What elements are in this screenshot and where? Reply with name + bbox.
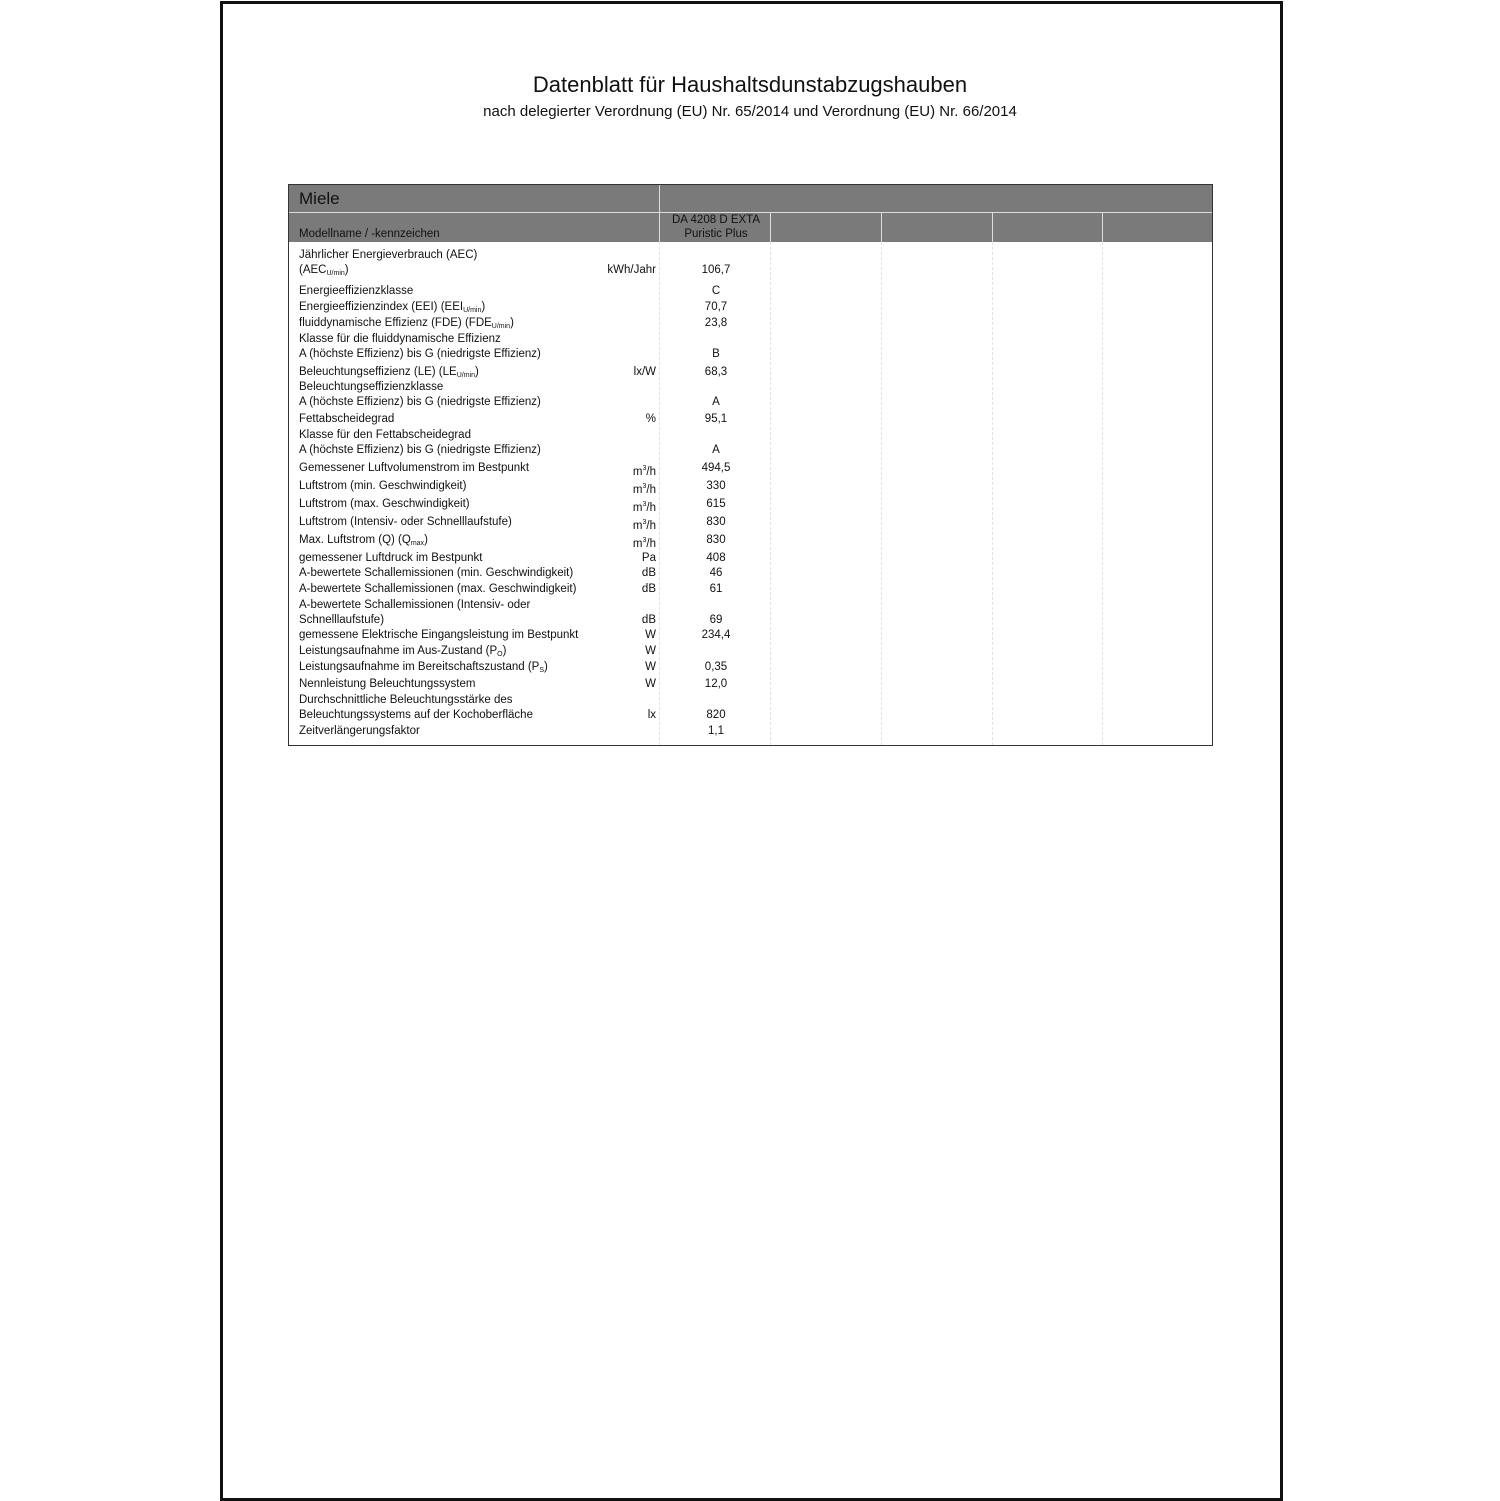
row-label-line1: Beleuchtungseffizienzklasse [299,381,444,393]
row-label-line1: Klasse für die fluiddynamische Effizienz [299,333,501,345]
row-value: 830 [706,534,726,546]
row-value: 0,35 [704,661,728,673]
row-label [299,693,619,723]
row-value: 820 [706,709,726,721]
row-value: B [712,348,720,360]
unit-superscript: 3 [642,483,647,490]
label-subscript: S [539,667,545,674]
row-label-line1: Klasse für den Fettabscheidegrad [299,429,471,441]
model-name-line2: Puristic Plus [684,228,748,240]
row-label-line2 [299,263,619,281]
label-text: ) [424,534,428,546]
unit-superscript: 3 [642,519,647,526]
brand-header-row [289,185,1212,213]
unit-text: m [632,520,643,532]
spec-rows [289,242,1212,745]
row-value: 69 [709,614,723,626]
row-value: 61 [709,583,723,595]
empty-column-cell [881,213,882,242]
row-unit: dB [641,567,656,579]
row-value: C [711,285,721,297]
empty-column-cell [1102,213,1103,242]
model-label: Modellname / -kennzeichen [299,228,440,240]
row-label: Luftstrom (max. Geschwindigkeit) [299,498,470,510]
unit-text: /h [646,484,656,496]
column-divider [992,242,993,745]
label-text: Leistungsaufnahme im Bereitschaftszustand (P [299,661,540,673]
row-value: 494,5 [701,462,731,474]
row-label [299,660,619,678]
row-label: A-bewertete Schallemissionen (max. Geschwindigkeit) [299,583,577,595]
label-text: ) [474,366,479,378]
row-value: 95,1 [704,413,728,425]
row-label-line2: A (höchste Effizienz) bis G (niedrigste Effizienz) [299,444,541,456]
row-label: Luftstrom (min. Geschwindigkeit) [299,480,467,492]
row-unit [633,497,656,516]
row-unit: W [645,629,656,641]
row-value: 46 [709,567,723,579]
label-text: ) [544,661,548,673]
row-label: Energieeffizienzklasse [299,285,414,297]
row-value: 106,7 [701,264,731,276]
model-name-line1: DA 4208 D EXTA [672,214,760,226]
label-subscript: U/min [491,323,511,330]
row-value: A [712,396,720,408]
datasheet-table [288,184,1213,746]
row-unit: lx [647,709,656,721]
row-label: gemessener Luftdruck im Bestpunkt [299,552,483,564]
row-value: A [712,444,720,456]
label-subscript: U/min [463,307,482,314]
label-text: Energieeffizienzindex (EEI) (EEI [299,301,464,313]
column-divider [659,242,660,745]
unit-text: /h [646,538,656,550]
unit-superscript: 3 [642,465,647,472]
model-name [661,213,771,241]
unit-text: m [632,484,643,496]
row-label-line2: Schnelllaufstufe) [299,614,385,626]
row-label: gemessene Elektrische Eingangsleistung im Bestpunkt [299,629,579,641]
row-label-line1: Jährlicher Energieverbrauch (AEC) [299,249,478,261]
label-subscript: O [497,651,503,658]
row-label [299,428,619,458]
row-value: 830 [706,516,726,528]
unit-text: m [632,502,643,514]
column-divider [1102,242,1103,745]
row-label [299,598,619,628]
row-value: 70,7 [704,301,728,313]
row-unit: W [645,645,656,657]
row-label [299,248,619,281]
label-text: ) [481,301,486,313]
row-value: 408 [706,552,726,564]
label-text: fluiddynamische Effizienz (FDE) (FDE [299,317,492,329]
unit-text: /h [646,520,656,532]
label-subscript: U/min [326,270,345,277]
row-unit: % [645,413,656,425]
row-unit: kWh/Jahr [607,264,656,276]
row-label [299,380,619,410]
row-unit: W [645,678,656,690]
row-value: 23,8 [704,317,728,329]
row-label-line1: Durchschnittliche Beleuchtungsstärke des [299,694,513,706]
row-unit [633,515,656,534]
label-text: ) [344,264,349,276]
label-subscript: U/min [456,372,475,379]
column-divider [659,185,660,212]
row-value: 12,0 [704,678,728,690]
label-subscript: max [410,540,425,547]
empty-column-cell [992,213,993,242]
label-text: Leistungsaufnahme im Aus-Zustand (P [299,645,498,657]
row-label [299,332,619,362]
model-header-row [289,213,1212,242]
unit-superscript: 3 [642,501,647,508]
unit-text: m [632,466,643,478]
row-value: 234,4 [701,629,731,641]
row-unit [633,461,656,480]
row-label: Luftstrom (Intensiv- oder Schnelllaufstufe) [299,516,512,528]
label-text: ) [510,317,514,329]
row-unit: lx/W [633,366,656,378]
brand-name: Miele [299,189,340,208]
unit-text: /h [646,466,656,478]
row-label-line2: A (höchste Effizienz) bis G (niedrigste Effizienz) [299,396,541,408]
label-text: Beleuchtungseffizienz (LE) (LE [299,366,457,378]
unit-superscript: 3 [642,537,647,544]
label-text: ) [502,645,507,657]
row-unit: W [645,661,656,673]
column-divider [881,242,882,745]
page-title: Datenblatt für Haushaltsdunstabzugshauben [532,72,968,97]
label-text: (AEC [299,264,327,276]
row-value: 330 [706,480,726,492]
unit-text: m [632,538,643,550]
row-unit [633,533,656,552]
row-unit [633,479,656,498]
row-label: Nennleistung Beleuchtungssystem [299,678,476,690]
model-column-cell [659,213,660,242]
row-value: 615 [706,498,726,510]
label-text: Max. Luftstrom (Q) (Q [299,534,411,546]
unit-text: /h [646,502,656,514]
row-label: Fettabscheidegrad [299,413,395,425]
row-value: 68,3 [704,366,728,378]
row-unit: dB [641,614,656,626]
page-subtitle: nach delegierter Verordnung (EU) Nr. 65/2014 und Verordnung (EU) Nr. 66/2014 [483,103,1017,120]
row-value: 1,1 [708,725,724,737]
row-label: Gemessener Luftvolumenstrom im Bestpunkt [299,462,530,474]
row-unit: Pa [641,552,656,564]
row-label-line2: A (höchste Effizienz) bis G (niedrigste Effizienz) [299,348,541,360]
row-label: Zeitverlängerungsfaktor [299,725,420,737]
row-label: A-bewertete Schallemissionen (min. Geschwindigkeit) [299,567,574,579]
row-label-line2: Beleuchtungssystems auf der Kochoberfläche [299,709,533,721]
row-unit: dB [641,583,656,595]
row-label-line1: A-bewertete Schallemissionen (Intensiv- oder [299,599,531,611]
row-label [299,533,619,551]
